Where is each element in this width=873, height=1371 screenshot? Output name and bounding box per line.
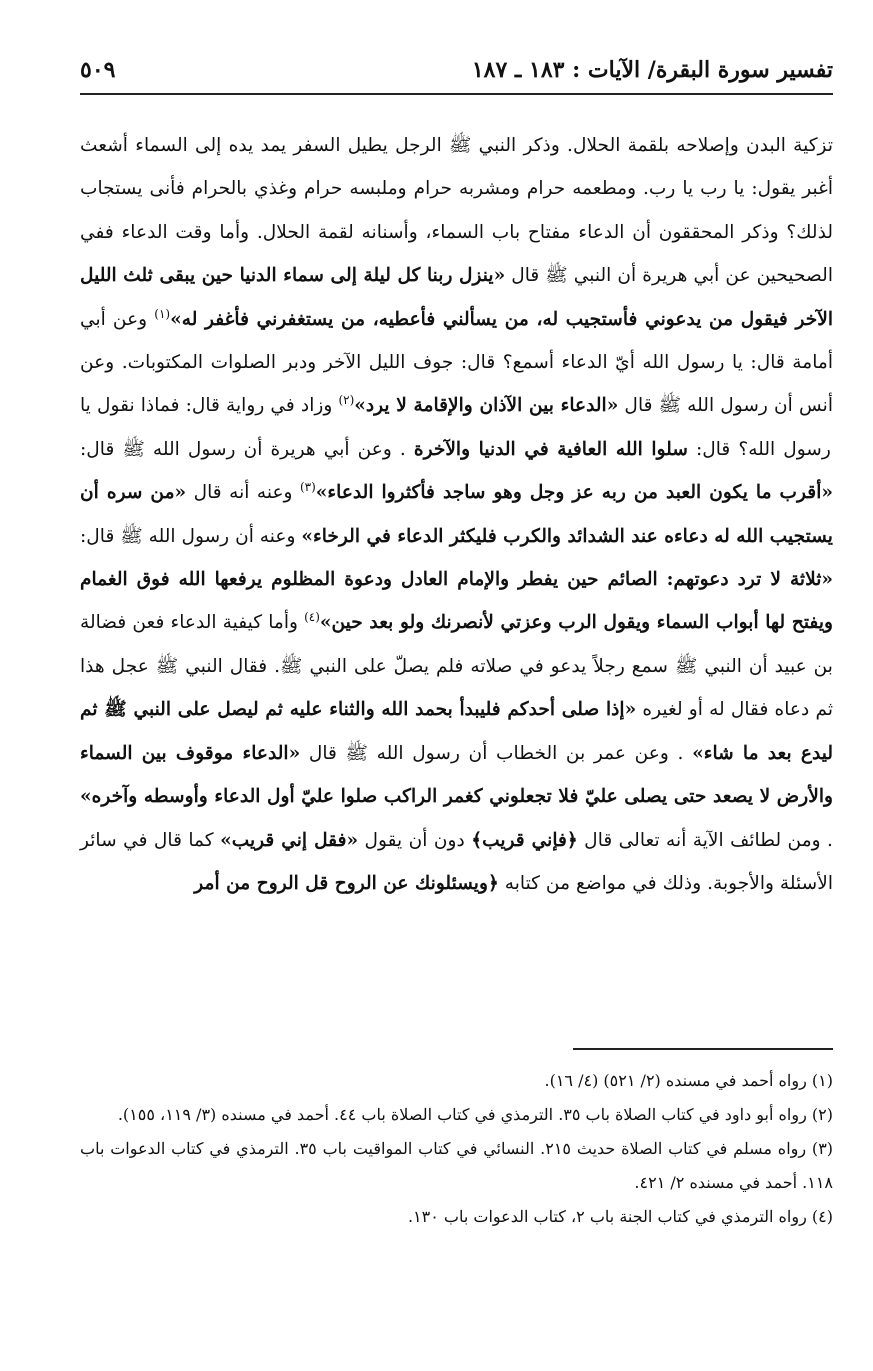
- footnote-ref: (٣): [299, 480, 316, 495]
- body-paragraph: وعن أبي أمامة قال: يا رسول الله أيّ الدعاء أسمع؟ قال: جوف الليل الآخر ودبر الصلوات المكتوبات. وعن أنس أن رسول الله ﷺ قال: [80, 308, 833, 417]
- hadith-quote: «ينزل ربنا كل ليلة إلى سماء الدنيا حين يبقى ثلث الليل الآخر فيقول من يدعوني فأستجيب له، من يسألني فأعطيه، من يستغفرني فأغفر له»: [80, 265, 834, 330]
- quran-quote: ﴿ويسئلونك عن الروح قل الروح من أمر: [194, 872, 499, 894]
- page-number: ٥٠٩: [80, 57, 116, 83]
- running-header: [80, 52, 833, 88]
- footnote-ref: (٤): [304, 610, 320, 625]
- footnotes: [80, 1064, 833, 1234]
- body-paragraph: دون أن يقول: [358, 829, 465, 851]
- body-paragraph: وأما كيفية الدعاء فعن فضالة بن عبيد أن النبي ﷺ سمع رجلاً يدعو في صلاته فلم يصلّ على النبي ﷺ. فقال النبي ﷺ عجل هذا ثم دعاه فقال له أو لغيره: [80, 612, 834, 721]
- body-paragraph: كما قال في سائر الأسئلة والأجوبة. وذلك في مواضع من كتابه: [80, 829, 833, 894]
- body-text: [80, 124, 833, 905]
- footnote: (٣) رواه مسلم في كتاب الصلاة حديث ٢١٥. النسائي في كتاب المواقيت باب ٣٥. الترمذي في كتاب الدعوات باب ١١٨. أحمد في مسنده ٢/ ٤٢١.: [80, 1139, 834, 1192]
- footnote-ref: (٢): [338, 393, 355, 408]
- body-paragraph: وزاد في رواية قال: فماذا نقول يا رسول الله؟ قال:: [80, 395, 831, 460]
- hadith-quote: «أقرب ما يكون العبد من ربه عز وجل وهو ساجد فأكثروا الدعاء»: [315, 482, 833, 504]
- hadith-quote: «ثلاثة لا ترد دعوتهم: الصائم حين يفطر والإمام العادل ودعوة المظلوم يرفعها الله فوق الغمام ويفتح لها أبواب السماء ويقول الرب وعزتي لأنصرنك ولو بعد حين»: [80, 569, 833, 634]
- footnote-rule: [573, 1048, 833, 1050]
- body-paragraph: وعنه أنه قال: [186, 482, 293, 504]
- body-paragraph: وعنه أن رسول الله ﷺ قال:: [80, 525, 296, 547]
- hadith-quote: سلوا الله العافية في الدنيا والآخرة: [413, 438, 688, 460]
- hadith-quote: «الدعاء موقوف بين السماء والأرض لا يصعد حتى يصلى عليّ فلا تجعلوني كغمر الراكب صلوا عليّ أول الدعاء وأوسطه وآخره»: [80, 742, 833, 808]
- footnote: (١) رواه أحمد في مسنده (٢/ ٥٢١) (٤/ ١٦).: [544, 1071, 833, 1090]
- body-paragraph: . وعن أبي هريرة أن رسول الله ﷺ قال:: [80, 438, 406, 460]
- body-paragraph: تزكية البدن وإصلاحه بلقمة الحلال. وذكر النبي ﷺ الرجل يطيل السفر يمد يده إلى السماء أشعث أغبر يقول: يا رب يا رب. ومطعمه حرام ومشربه حرام وملبسه حرام وغذي بالحرام فأنى يستجاب لذلك؟ وذكر المحققون أن الدعاء مفتاح باب السماء، وأسنانه لقمة الحلال. وأما وقت الدعاء ففي الصحيحين عن أبي هريرة أن النبي ﷺ قال: [80, 135, 833, 287]
- header-rule: [80, 93, 833, 95]
- body-paragraph: . وعن عمر بن الخطاب أن رسول الله ﷺ قال: [300, 742, 684, 764]
- hadith-quote: «الدعاء بين الآذان والإقامة لا يرد»: [354, 395, 619, 417]
- quran-quote: ﴿فإني قريب﴾: [471, 829, 578, 851]
- footnote: (٢) رواه أبو داود في كتاب الصلاة باب ٣٥. الترمذي في كتاب الصلاة باب ٤٤. أحمد في مسنده (٣/ ١١٩، ١٥٥).: [117, 1105, 833, 1124]
- hadith-quote: «إذا صلى أحدكم فليبدأ بحمد الله والثناء عليه ثم ليصل على النبي ﷺ ثم ليدع بعد ما شاء»: [80, 699, 833, 764]
- hadith-quote: «من سره أن يستجيب الله له دعاءه عند الشدائد والكرب فليكثر الدعاء في الرخاء»: [80, 482, 833, 547]
- footnote: (٤) رواه الترمذي في كتاب الجنة باب ٢، كتاب الدعوات باب ١٣٠.: [407, 1207, 833, 1226]
- footnote-ref: (١): [154, 306, 171, 321]
- running-title: تفسير سورة البقرة/ الآيات : ١٨٣ ـ ١٨٧: [471, 57, 833, 83]
- quran-quote: «فقل إني قريب»: [220, 829, 359, 851]
- body-paragraph: . ومن لطائف الآية أنه تعالى قال: [577, 829, 833, 851]
